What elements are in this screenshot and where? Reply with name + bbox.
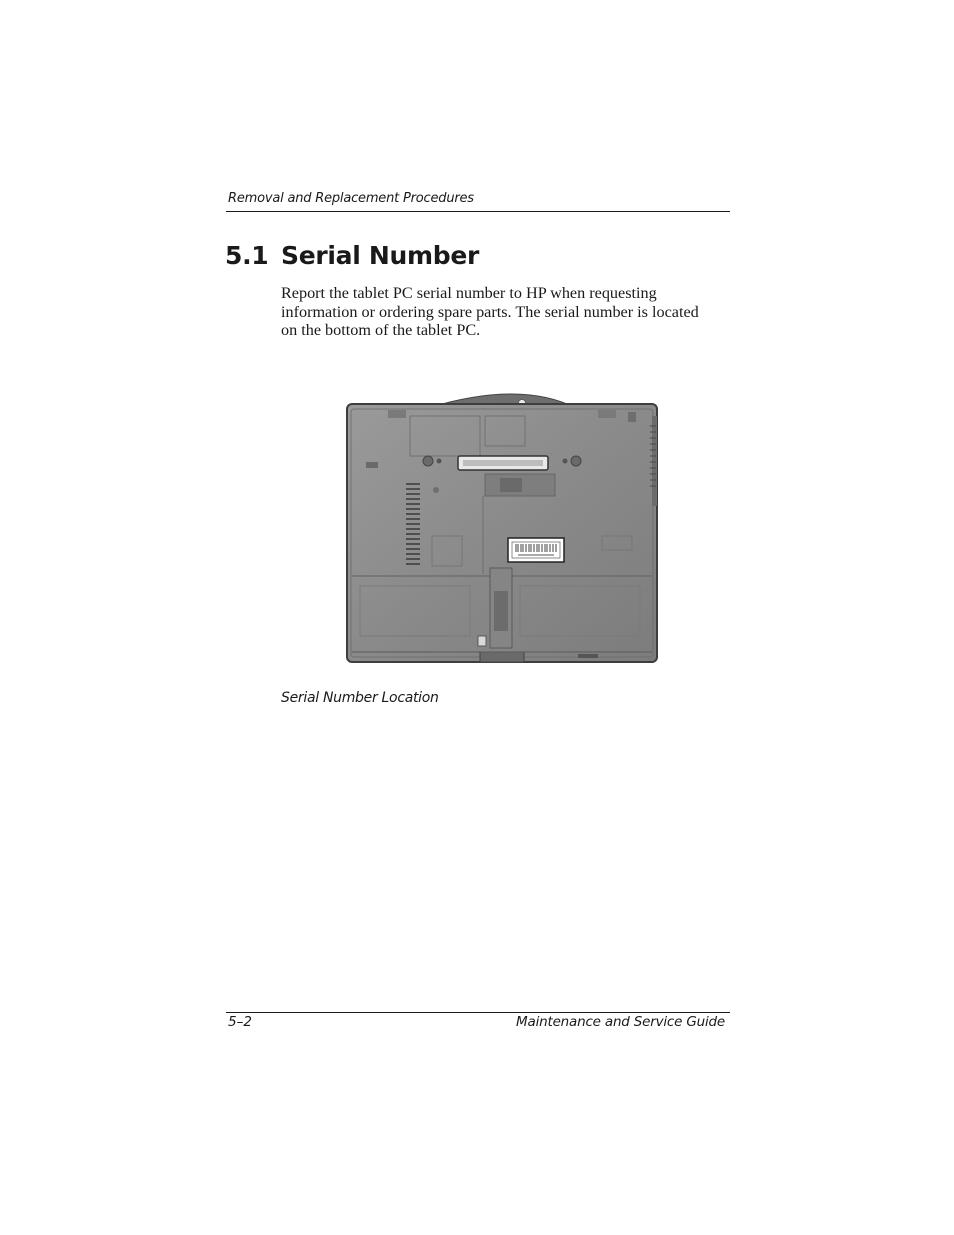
tablet-bottom-illustration: [340, 386, 666, 670]
body-paragraph: Report the tablet PC serial number to HP when requesting information or ordering spare parts. The serial number is located on the bottom of the tablet PC.: [281, 284, 699, 339]
section-title: Serial Number: [281, 241, 480, 270]
footer-rule: [226, 1012, 730, 1013]
section-number: 5.1: [225, 241, 269, 270]
guide-title: Maintenance and Service Guide: [516, 1014, 725, 1030]
page-number: 5–2: [228, 1014, 252, 1030]
header-rule: [226, 211, 730, 212]
running-header: Removal and Replacement Procedures: [228, 191, 474, 206]
section-heading: [225, 241, 479, 270]
figure-caption: Serial Number Location: [281, 690, 439, 706]
